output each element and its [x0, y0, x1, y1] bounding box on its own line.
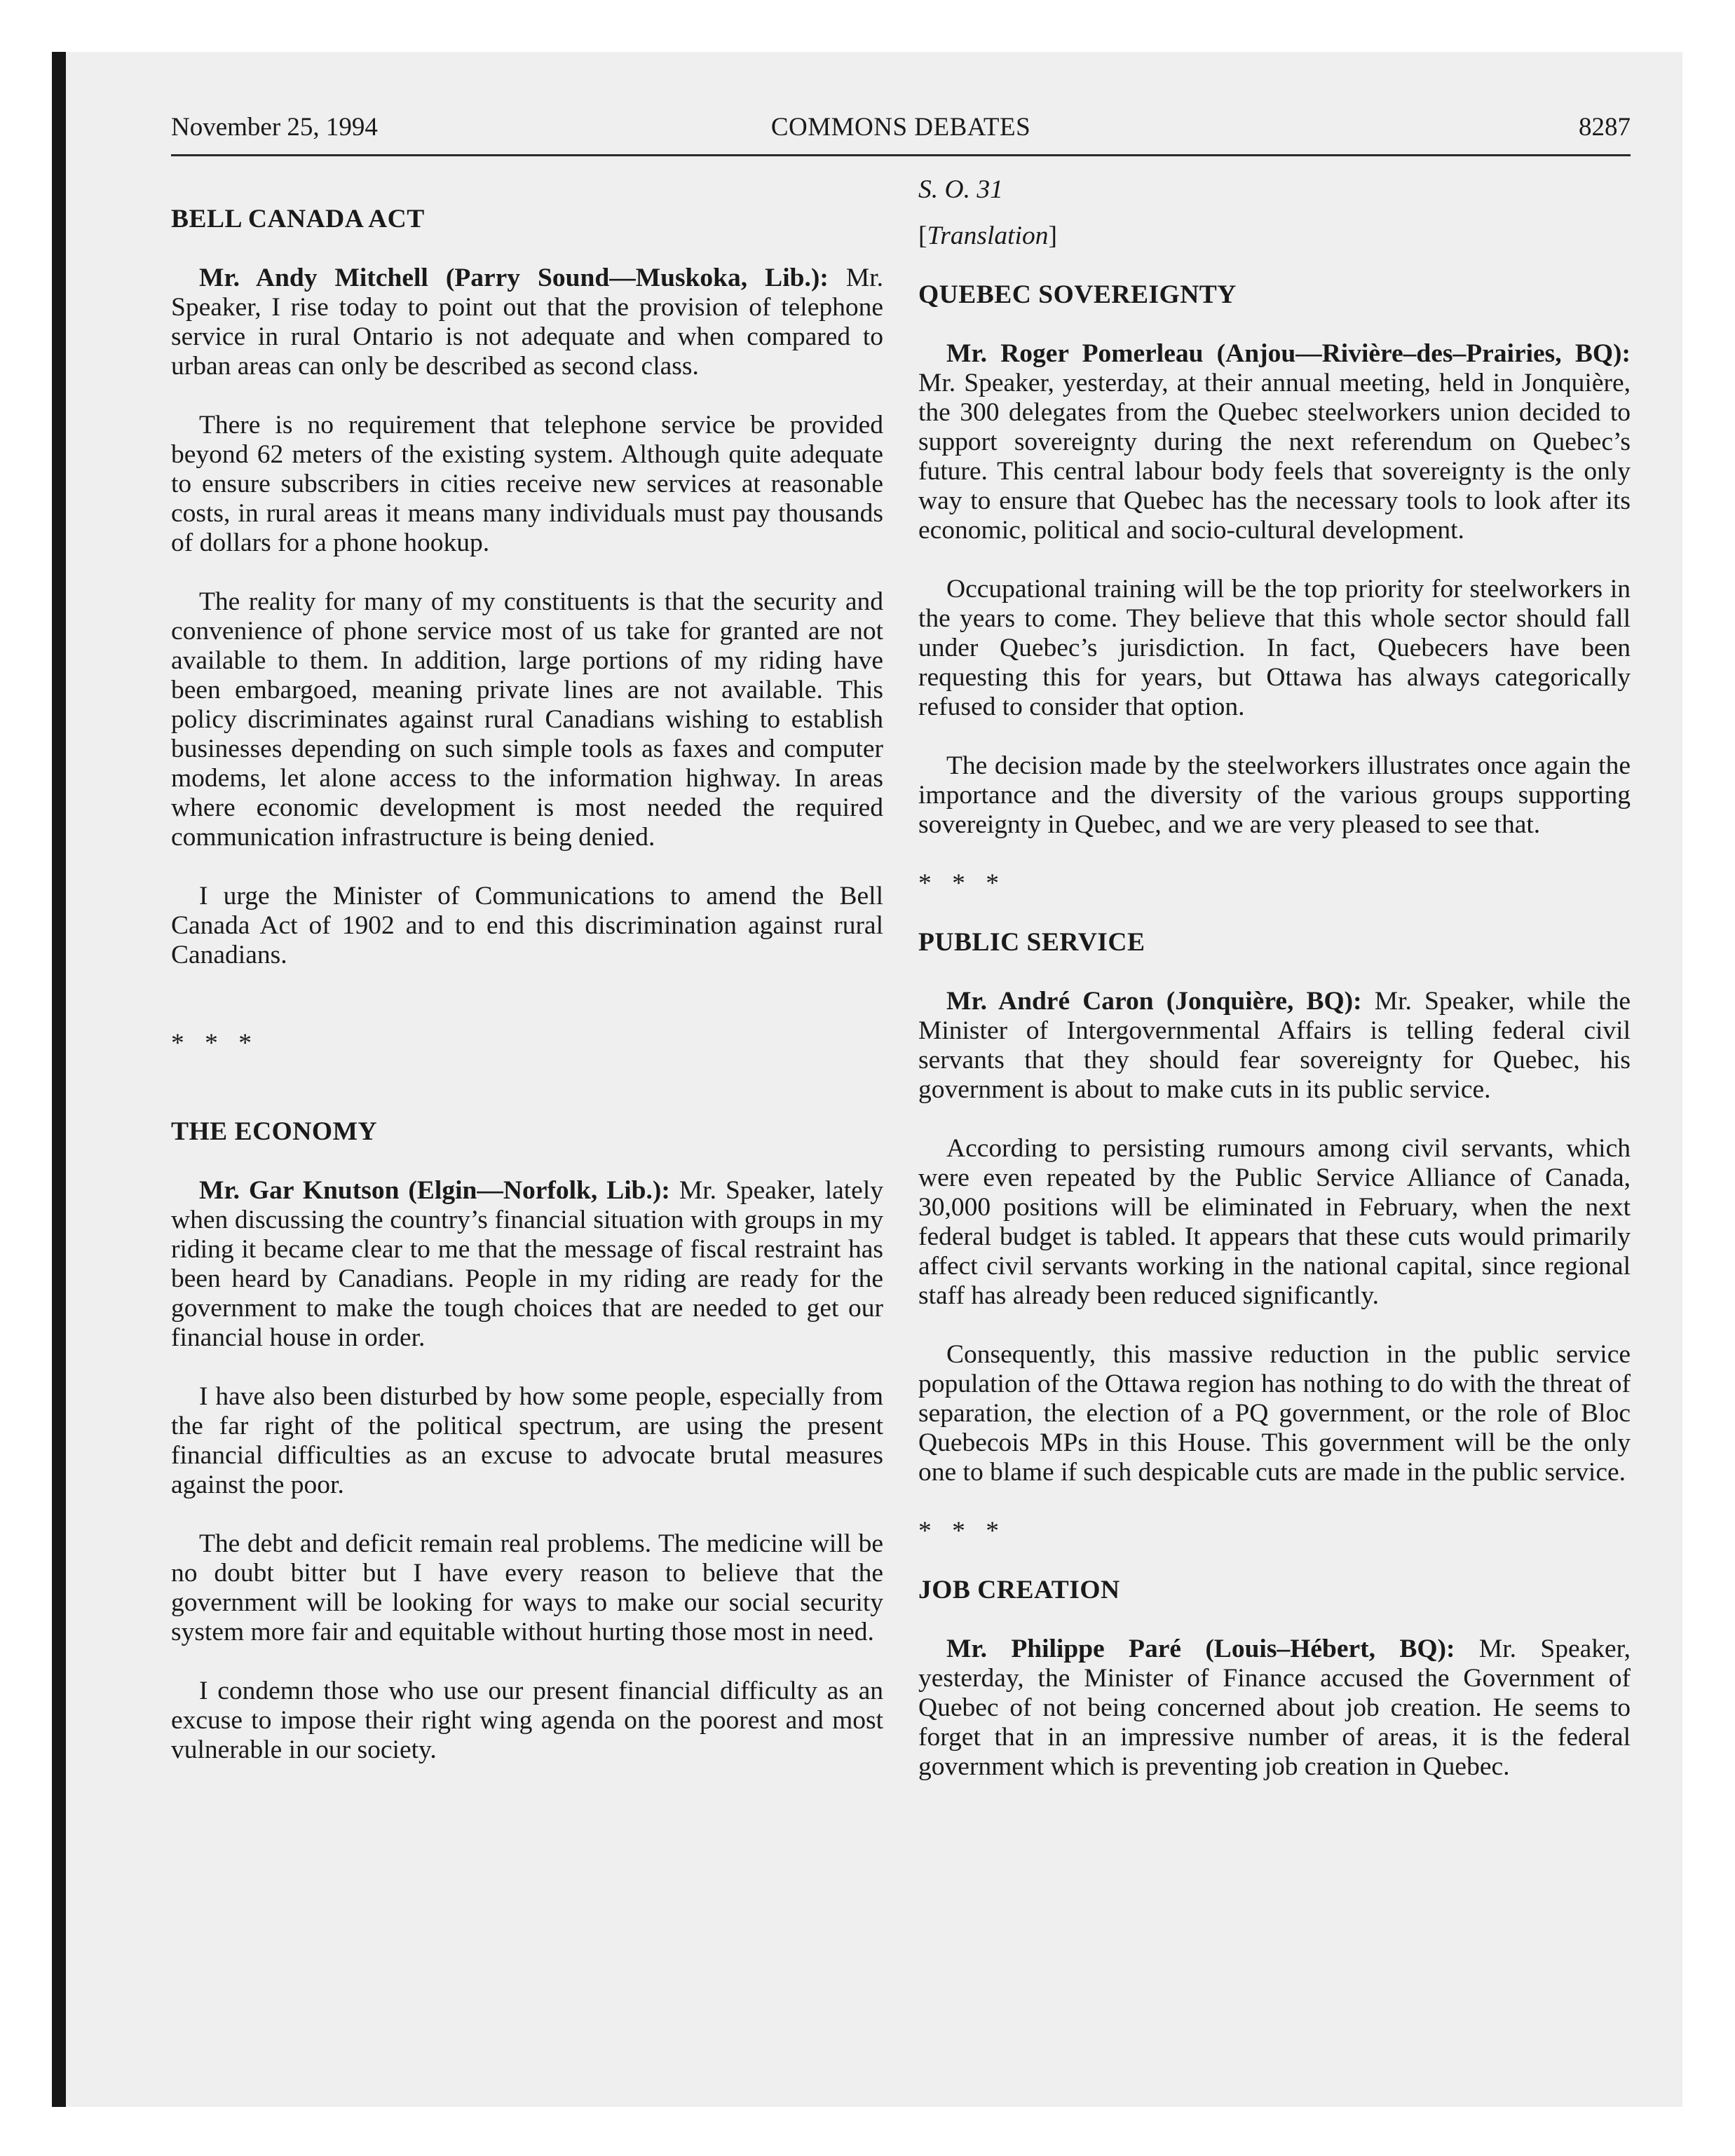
paragraph-quebec-1: [918, 339, 1631, 545]
section-heading-quebec-sovereignty: QUEBEC SOVEREIGNTY: [918, 280, 1237, 309]
paragraph-bell-1: [171, 264, 883, 381]
right-column: [918, 175, 1631, 1782]
paragraph-economy-1: [171, 1176, 883, 1353]
paragraph-text: Mr. Speaker, yesterday, the Minister of Finance accused the Government of Quebec of not being concerned about job creation. He seems to forget that in an impressive number of areas, it is the federal government which is preventing job creation in Quebec.: [918, 1635, 1631, 1781]
paragraph-text: Mr. Speaker, while the Minister of Intergovernmental Affairs is telling federal civil servants that they should fear sovereignty for Quebec, his government is about to make cuts in its public service.: [918, 987, 1631, 1104]
paragraph-economy-3: The debt and deficit remain real problems. The medicine will be no doubt bitter but I have every reason to believe that the government will be looking for ways to make our social security system more fair and equitable without hurting those most in need.: [171, 1529, 883, 1646]
paragraph-bell-3: The reality for many of my constituents is that the security and convenience of phone service most of us take for granted are not available to them. In addition, large portions of my riding have been embargoed, meaning private lines are not available. This policy discriminates against rural Canadians wishing to establish businesses depending on such simple tools as faxes and computer modems, let alone access to the information highway. In areas where economic development is most needed the required communication infrastructure is being denied.: [171, 587, 883, 852]
bracket-close: ]: [1048, 221, 1057, 250]
left-column: [171, 175, 883, 1765]
header-page-number: 8287: [1579, 113, 1631, 142]
paragraph-public-service-3: Consequently, this massive reduction in the public service population of the Ottawa region has nothing to do with the threat of separation, the election of a PQ government, or the role of Bloc Quebecois MPs in this House. This government will be the only one to blame if such despicable cuts are made in the public service.: [918, 1340, 1631, 1487]
standing-order-label: S. O. 31: [918, 175, 1003, 204]
translation-word: Translation: [927, 221, 1049, 250]
section-separator: * * *: [171, 1029, 259, 1058]
section-heading-public-service: PUBLIC SERVICE: [918, 928, 1145, 957]
translation-marker: [918, 221, 1631, 251]
paragraph-quebec-2: Occupational training will be the top priority for steelworkers in the years to come. They believe that this whole sector should fall under Quebec’s jurisdiction. In fact, Quebecers have been requesting this for years, but Ottawa has always categorically refused to consider that option.: [918, 575, 1631, 721]
speaker-name: Mr. Philippe Paré (Louis–Hébert, BQ):: [946, 1635, 1455, 1663]
paragraph-economy-2: I have also been disturbed by how some people, especially from the far right of the political spectrum, are using the present financial difficulties as an excuse to advocate brutal measures against the poor.: [171, 1382, 883, 1499]
scan-edge-shadow: [52, 52, 66, 2107]
paragraph-text: Mr. Speaker, lately when discussing the country’s financial situation with groups in my riding it became clear to me that the message of fiscal restraint has been heard by Canadians. People in my riding are ready for the government to make the tough choices that are needed to get our financial house in order.: [171, 1176, 883, 1352]
paragraph-public-service-2: According to persisting rumours among civil servants, which were even repeated by the Public Service Alliance of Canada, 30,000 positions will be eliminated in February, when the next federal budget is tabled. It appears that these cuts would primarily affect civil servants working in the national capital, since regional staff has already been reduced significantly.: [918, 1134, 1631, 1310]
paragraph-economy-4: I condemn those who use our present financial difficulty as an excuse to impose their right wing agenda on the poorest and most vulnerable in our society.: [171, 1677, 883, 1764]
header-date: November 25, 1994: [171, 113, 378, 142]
header-journal-title: COMMONS DEBATES: [770, 113, 1031, 142]
section-heading-job-creation: JOB CREATION: [918, 1576, 1120, 1604]
section-heading-bell-canada-act: BELL CANADA ACT: [171, 205, 425, 233]
paragraph-quebec-3: The decision made by the steelworkers illustrates once again the importance and the diversity of the various groups supporting sovereignty in Quebec, and we are very pleased to see that.: [918, 751, 1631, 839]
paragraph-bell-2: There is no requirement that telephone service be provided beyond 62 meters of the existing system. Although quite adequate to ensure subscribers in cities receive new services at reasonable costs, in rural areas it means many individuals must pay thousands of dollars for a phone hookup.: [171, 411, 883, 557]
paragraph-public-service-1: [918, 987, 1631, 1105]
speaker-name: Mr. Gar Knutson (Elgin—Norfolk, Lib.):: [199, 1176, 670, 1205]
bracket-open: [: [918, 221, 927, 250]
header-rule: [171, 154, 1631, 156]
paragraph-job-creation-1: [918, 1635, 1631, 1782]
speaker-name: Mr. Roger Pomerleau (Anjou—Rivière–des–Prairies, BQ):: [946, 339, 1631, 368]
paragraph-text: Mr. Speaker, I rise today to point out that the provision of telephone service in rural Ontario is not adequate and when compared to urban areas can only be described as second class.: [171, 264, 883, 381]
section-heading-the-economy: THE ECONOMY: [171, 1117, 378, 1146]
page-content: [171, 105, 1631, 1942]
section-separator: * * *: [918, 869, 1006, 898]
section-separator: * * *: [918, 1517, 1006, 1546]
running-head: [171, 105, 1631, 150]
speaker-name: Mr. André Caron (Jonquière, BQ):: [946, 987, 1362, 1016]
paragraph-text: Mr. Speaker, yesterday, at their annual meeting, held in Jonquière, the 300 delegates from the Quebec steelworkers union decided to support sovereignty during the next referendum on Quebec’s future. This central labour body feels that sovereignty is the only way to ensure that Quebec has the necessary tools to look after its economic, political and socio-cultural development.: [918, 369, 1631, 545]
speaker-name: Mr. Andy Mitchell (Parry Sound—Muskoka, Lib.):: [199, 264, 829, 292]
paragraph-bell-4: I urge the Minister of Communications to amend the Bell Canada Act of 1902 and to end this discrimination against rural Canadians.: [171, 882, 883, 969]
